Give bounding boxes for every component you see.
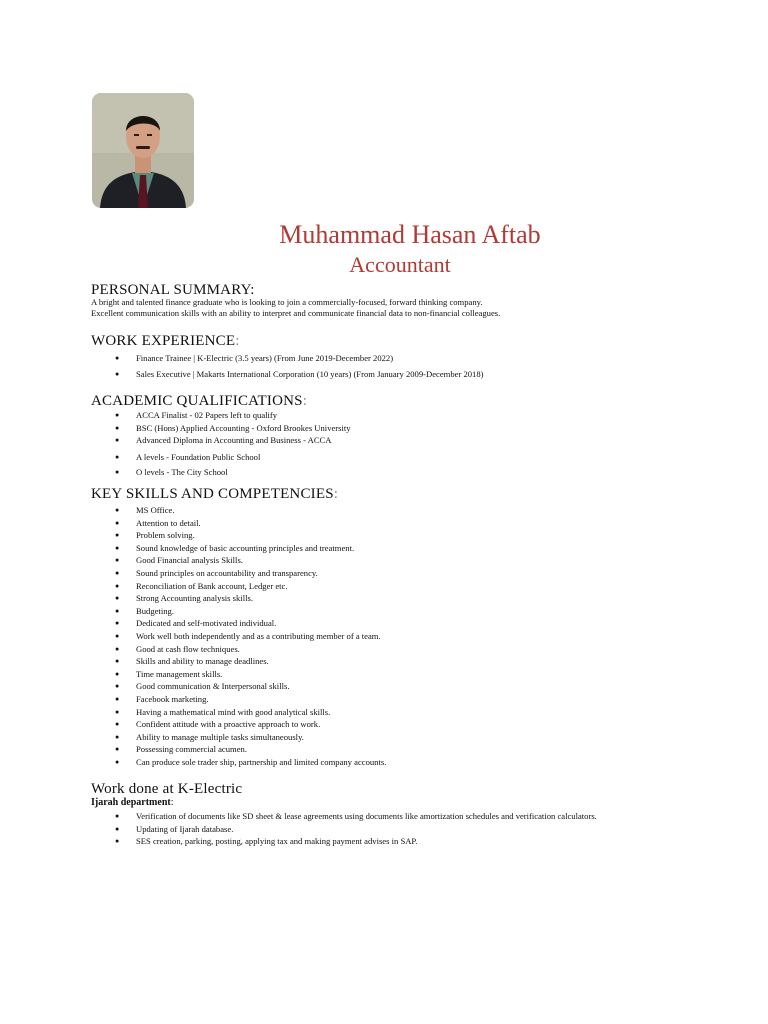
list-item (91, 554, 386, 567)
list-item (91, 567, 386, 580)
academic-title: ACADEMIC QUALIFICATIONS (91, 393, 303, 409)
list-item-text: Sound principles on accountability and transparency. (136, 567, 318, 578)
list-item-text: Updating of Ijarah database. (136, 823, 234, 834)
list-item (91, 351, 484, 365)
heading-colon: : (333, 486, 339, 502)
bullet-icon: ● (115, 694, 120, 703)
list-item (91, 706, 386, 719)
bullet-icon: ● (115, 732, 120, 741)
list-item (91, 810, 597, 823)
list-item-text: Sales Executive | Makarts International Corporation (10 years) (From January 2009-December 2018) (136, 369, 484, 379)
bullet-icon: ● (115, 757, 120, 766)
list-item (91, 451, 351, 464)
list-item (91, 643, 386, 656)
list-item-text: Strong Accounting analysis skills. (136, 593, 253, 604)
bullet-icon: ● (115, 581, 120, 590)
work-experience-list (91, 351, 484, 381)
list-item (91, 743, 386, 756)
list-item (91, 668, 386, 681)
bullet-icon: ● (115, 506, 120, 514)
list-item (91, 756, 386, 769)
list-item (91, 655, 386, 668)
bullet-icon: ● (115, 411, 120, 419)
heading-colon: : (302, 393, 308, 409)
bullet-icon: ● (115, 452, 120, 461)
academic-heading (91, 392, 307, 410)
bullet-icon: ● (115, 669, 120, 678)
list-item-text: A levels - Foundation Public School (136, 451, 261, 462)
list-item-text: SES creation, parking, posting, applying tax and making payment advises in SAP. (136, 836, 418, 847)
bullet-icon: ● (115, 594, 120, 603)
list-item (91, 835, 597, 848)
work-done-list (91, 810, 597, 848)
list-item-text: ACCA Finalist - 02 Papers left to qualify (136, 410, 278, 420)
bullet-icon: ● (115, 543, 120, 552)
work-done-heading: Work done at K-Electric (91, 781, 243, 797)
bullet-icon: ● (115, 531, 120, 540)
list-item-text: Advanced Diploma in Accounting and Business - ACCA (136, 435, 332, 445)
candidate-role: Accountant (349, 252, 451, 277)
list-item (91, 422, 351, 435)
list-item (91, 592, 386, 605)
summary-line: Excellent communication skills with an ability to interpret and communicate financial data to non-financial colleagues. (91, 308, 501, 318)
department-heading (91, 797, 174, 809)
list-item (91, 823, 597, 836)
bullet-icon: ● (115, 423, 120, 432)
list-item-text: Finance Trainee | K-Electric (3.5 years) (From June 2019-December 2022) (136, 353, 394, 363)
list-item-text: Verification of documents like SD sheet & lease agreements using documents like amortization schedules and verification calculators. (136, 811, 597, 821)
list-item (91, 617, 386, 630)
bullet-icon: ● (115, 556, 120, 565)
list-item (91, 529, 386, 542)
academic-list (91, 409, 351, 479)
personal-summary-heading: PERSONAL SUMMARY: (91, 282, 255, 298)
list-item (91, 367, 484, 381)
list-item (91, 580, 386, 593)
bullet-icon: ● (115, 619, 120, 628)
bullet-icon: ● (115, 568, 120, 577)
bullet-icon: ● (115, 707, 120, 716)
heading-colon: : (235, 333, 240, 349)
list-item (91, 466, 351, 479)
list-item-text: Problem solving. (136, 530, 195, 541)
list-item (91, 517, 386, 530)
list-item-text: Good communication & Interpersonal skills. (136, 681, 290, 692)
bullet-icon: ● (115, 812, 120, 820)
list-item-text: Facebook marketing. (136, 693, 209, 704)
list-item-text: Good Financial analysis Skills. (136, 555, 243, 566)
personal-summary-text (91, 297, 731, 319)
bullet-icon: ● (115, 720, 120, 729)
list-item (91, 409, 351, 422)
bullet-icon: ● (115, 370, 120, 378)
profile-photo (92, 93, 194, 208)
bullet-icon: ● (115, 436, 120, 444)
bullet-icon: ● (115, 644, 120, 653)
bullet-icon: ● (115, 745, 120, 754)
department-name: Ijarah department (91, 797, 171, 808)
list-item-text: Time management skills. (136, 668, 223, 679)
bullet-icon: ● (115, 631, 120, 640)
bullet-icon: ● (115, 606, 120, 615)
list-item-text: Reconciliation of Bank account, Ledger etc. (136, 580, 288, 591)
bullet-icon: ● (115, 824, 120, 833)
list-item-text: MS Office. (136, 505, 175, 515)
list-item-text: Good at cash flow techniques. (136, 643, 240, 654)
bullet-icon: ● (115, 837, 120, 846)
list-item (91, 731, 386, 744)
list-item-text: BSC (Hons) Applied Accounting - Oxford Brookes University (136, 422, 351, 433)
list-item-text: Skills and ability to manage deadlines. (136, 656, 269, 667)
list-item (91, 630, 386, 643)
list-item (91, 434, 351, 447)
list-item-text: Sound knowledge of basic accounting principles and treatment. (136, 542, 355, 553)
list-item (91, 542, 386, 555)
list-item-text: Attention to detail. (136, 517, 201, 528)
skills-heading (91, 485, 338, 503)
work-experience-title: WORK EXPERIENCE (91, 333, 236, 349)
list-item-text: Dedicated and self-motivated individual. (136, 618, 277, 629)
list-item (91, 693, 386, 706)
bullet-icon: ● (115, 468, 120, 476)
heading-colon: : (170, 797, 174, 808)
bullet-icon: ● (115, 354, 120, 362)
list-item-text: Confident attitude with a proactive approach to work. (136, 719, 321, 730)
list-item-text: Ability to manage multiple tasks simultaneously. (136, 731, 304, 742)
list-item-text: Having a mathematical mind with good analytical skills. (136, 706, 331, 717)
summary-line: A bright and talented finance graduate who is looking to join a commercially-focused, forward thinking company. (91, 297, 483, 307)
bullet-icon: ● (115, 518, 120, 527)
list-item (91, 605, 386, 618)
list-item-text: Can produce sole trader ship, partnership and limited company accounts. (136, 756, 387, 767)
list-item (91, 680, 386, 693)
bullet-icon: ● (115, 682, 120, 691)
candidate-name: Muhammad Hasan Aftab (279, 220, 541, 249)
work-experience-heading (91, 332, 240, 350)
skills-list (91, 504, 386, 768)
list-item-text: Budgeting. (136, 605, 174, 616)
list-item-text: Possessing commercial acumen. (136, 744, 247, 755)
list-item (91, 504, 386, 517)
list-item-text: Work well both independently and as a contributing member of a team. (136, 630, 381, 641)
list-item-text: O levels - The City School (136, 467, 228, 477)
bullet-icon: ● (115, 657, 120, 666)
list-item (91, 718, 386, 731)
skills-title: KEY SKILLS AND COMPETENCIES (91, 486, 334, 502)
